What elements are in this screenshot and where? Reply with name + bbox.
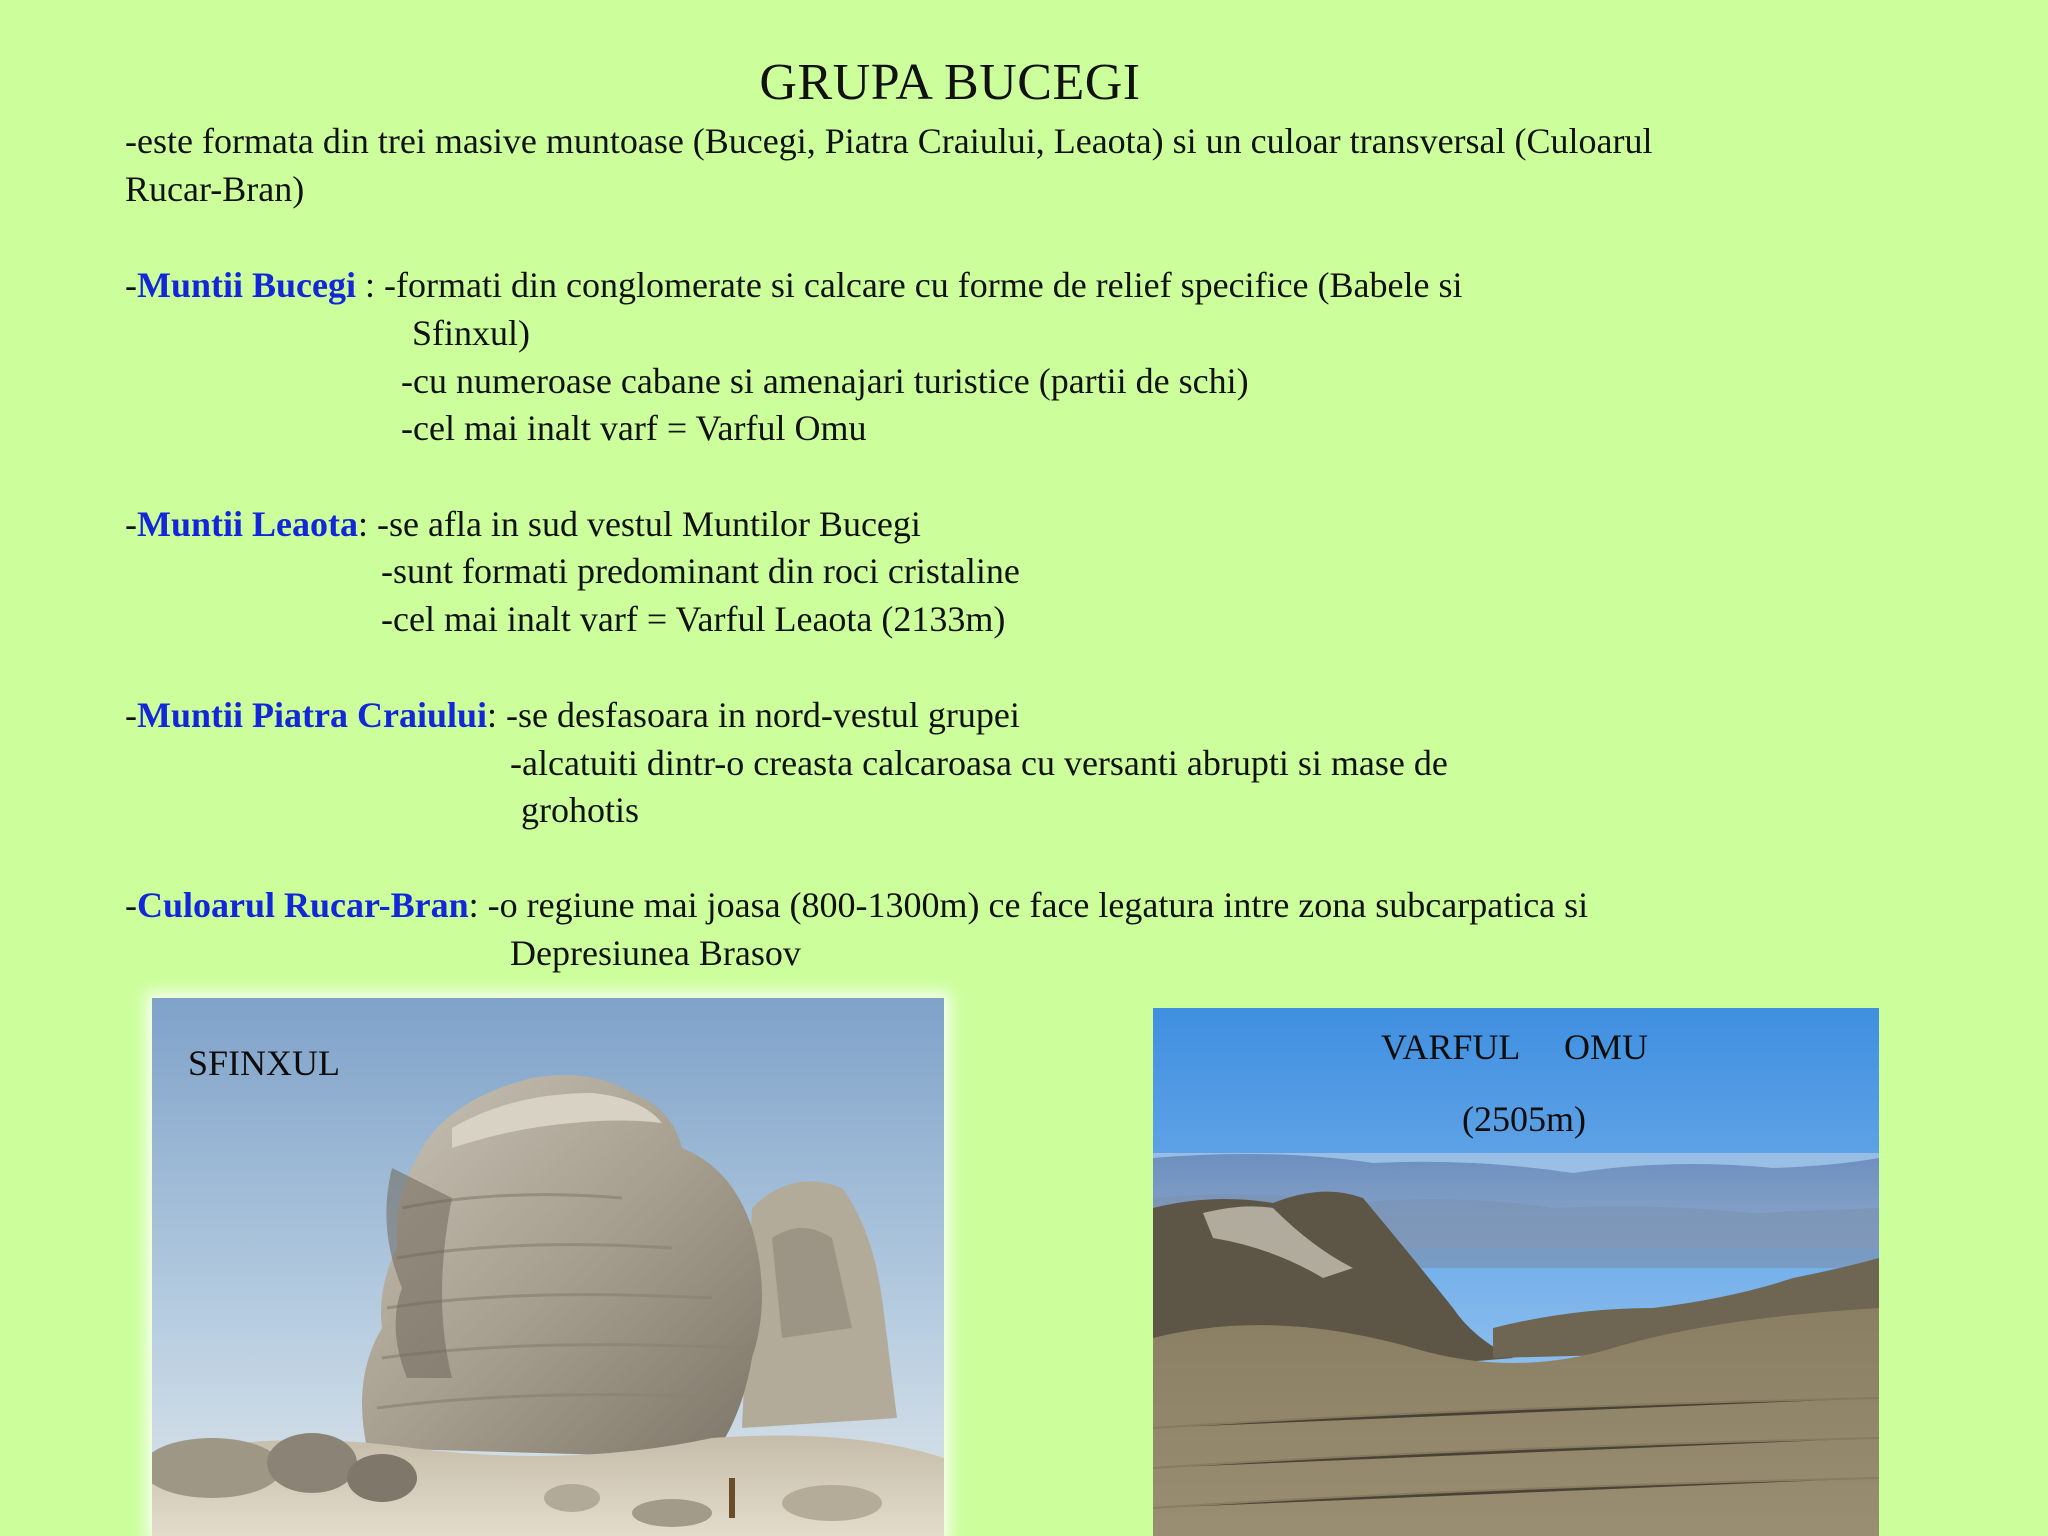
sfinx-photo bbox=[152, 998, 944, 1536]
leaota-name: Muntii Leaota bbox=[137, 504, 358, 544]
piatra-craiului-desc-3: grohotis bbox=[521, 790, 640, 830]
omu-label-name: VARFUL OMU bbox=[1381, 1027, 1649, 1067]
rucar-bran-desc-1: : -o regiune mai joasa (800-1300m) ce face legatura intre zona subcarpatica si bbox=[468, 885, 1589, 925]
bucegi-desc-3: -cu numeroase cabane si amenajari turistice (partii de schi) bbox=[401, 361, 1249, 401]
omu-illustration bbox=[1153, 1008, 1879, 1536]
piatra-craiului-desc-2: -alcatuiti dintr-o creasta calcaroasa cu versanti abrupti si mase de bbox=[510, 743, 1448, 783]
leaota-desc-2: -sunt formati predominant din roci cristaline bbox=[381, 551, 1020, 591]
leaota-dash: - bbox=[125, 504, 137, 544]
intro-line-2: Rucar-Bran) bbox=[125, 169, 305, 209]
rucar-bran-dash: - bbox=[125, 885, 137, 925]
piatra-craiului-desc-1: : -se desfasoara in nord-vestul grupei bbox=[487, 695, 1020, 735]
intro-line-1: -este formata din trei masive muntoase (Bucegi, Piatra Craiului, Leaota) si un culoar transversal (Culoarul bbox=[125, 121, 1653, 161]
piatra-craiului-name: Muntii Piatra Craiului bbox=[137, 695, 487, 735]
bucegi-desc-1: : -formati din conglomerate si calcare cu forme de relief specifice (Babele si bbox=[356, 265, 1463, 305]
bucegi-desc-2: Sfinxul) bbox=[412, 313, 531, 353]
bucegi-desc-4: -cel mai inalt varf = Varful Omu bbox=[401, 408, 867, 448]
bucegi-name: Muntii Bucegi bbox=[137, 265, 357, 305]
leaota-heading-line bbox=[125, 501, 921, 547]
leaota-desc-1: : -se afla in sud vestul Muntilor Bucegi bbox=[358, 504, 921, 544]
sfinx-label: SFINXUL bbox=[188, 1043, 341, 1083]
piatra-craiului-heading-line bbox=[125, 692, 1020, 738]
page-title: GRUPA BUCEGI bbox=[759, 54, 1141, 111]
omu-label-altitude: (2505m) bbox=[1462, 1099, 1586, 1139]
rucar-bran-heading-line bbox=[125, 882, 1588, 928]
piatra-craiului-dash: - bbox=[125, 695, 137, 735]
leaota-desc-3: -cel mai inalt varf = Varful Leaota (2133m) bbox=[381, 599, 1006, 639]
bucegi-heading-line bbox=[125, 262, 1463, 308]
omu-photo bbox=[1153, 1008, 1879, 1536]
rucar-bran-desc-2: Depresiunea Brasov bbox=[510, 933, 801, 973]
bucegi-dash: - bbox=[125, 265, 137, 305]
rucar-bran-name: Culoarul Rucar-Bran bbox=[137, 885, 469, 925]
